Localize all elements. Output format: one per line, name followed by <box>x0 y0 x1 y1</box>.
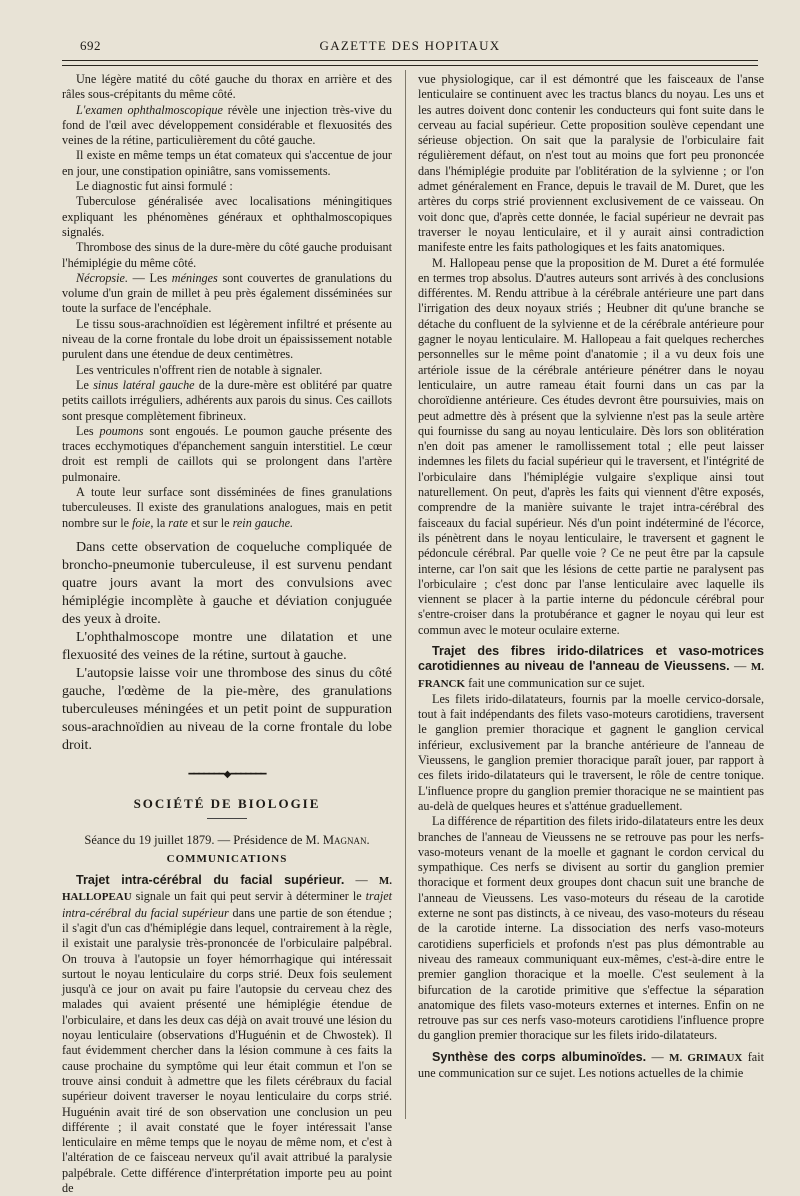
session-line: Séance du 19 juillet 1879. — Présidence de M. Magnan. <box>84 832 370 847</box>
paragraph: Les ventricules n'offrent rien de notable à signaler. <box>76 362 323 377</box>
section-heading: SOCIÉTÉ DE BIOLOGIE <box>133 796 321 812</box>
paragraph: Tuberculose généralisée avec localisations méningitiques expliquant les phénomènes généraux et ophthalmoscopiques signalés. <box>62 194 392 239</box>
commentary-paragraph: L'autopsie laisse voir une thrombose des sinus du côté gauche, l'œdème de la pie-mère, des granulations tuberculeuses méningées et un petit point de suppuration sous-arachnoïdien au niveau de la corne frontale du lobe droit. <box>62 665 392 753</box>
communication-paragraph: Trajet intra-cérébral du facial supérieur. — M. HALLOPEAU signale un fait qui peut servir à déterminer le trajet intra-cérébral du facial supérieur dans une partie de son étendue ; il s'agit d'un cas d'hémiplégie dans lequel, contrairement à la règle, il existait une paralysie très-prononcée de l'orbiculaire palpébral. On trouva à l'autopsie un foyer hémorrhagique qui intéressait surtout le noyau lenticulaire du corps strié. Deux fois seulement jusqu'à ce jour on avait pu faire l'autopsie du cerveau chez des malades qui avaient présenté une hémiplégie étendue de l'orbiculaire, et dans les deux cas déjà on avait trouvé une lésion du noyau lenticulaire (observations d'Huguénin et de Chwostek). Il faut évidemment chercher dans la lésion commune à ces faits la cause prochaine du symptôme qui leur était commun et l'on se trouve ainsi conduit à admettre que les filets cérébraux du facial supérieur doivent traverser le noyau lenticulaire du corps strié. Huguénin avait tiré de son observation une conclusion un peu différente ; il avait constaté que le foyer intéressait l'anse lenticulaire en même temps que le noyau de même nom, et c'est à l'altération de ce faisceau nerveux qu'il avait attribué la paralysie palpébrale. Cette différence d'interprétation importe peu au point de <box>62 873 392 1196</box>
ornament-divider: ━━━━━━━◆━━━━━━━ <box>188 768 266 780</box>
paragraph: Nécropsie. — Les méninges sont couvertes de granulations du volume d'un grain de millet à peu près également disséminées sur toute la surface de l'encéphale. <box>62 270 393 316</box>
column-divider <box>405 70 406 1119</box>
paragraph: Le tissu sous-arachnoïdien est légèrement infiltré et présente au niveau de la corne frontale du lobe droit un épaississement notable purulent dans une étendue de deux centimètres. <box>62 316 392 362</box>
page-header <box>62 34 758 56</box>
right-column <box>418 72 764 1119</box>
paragraph: A toute leur surface sont disséminées de fines granulations tuberculeuses. Il existe des granulations analogues, mais en petit nombre sur le foie, la rate et sur le rein gauche. <box>62 485 392 530</box>
paragraph: L'examen ophthalmoscopique révèle une injection très-vive du fond de l'œil avec développement considérable et flexuosités des veines de la rétine, particulièrement du côté gauche. <box>62 102 393 148</box>
paragraph: Les filets irido-dilatateurs, fournis par la moelle cervico-dorsale, tout à fait indépendants des filets vaso-moteurs carotidiens, traversent le ganglion premier thoracique et gagnent le ganglion cervical inférieur, exclusivement par la branche antérieure de l'anneau de Vieussens, le ganglion premier thoracique paraît jouer, par rapport à ces filets irido-dilatateurs qui le traversent, le rôle de centre tonique. L'influence propre du ganglion premier thoracique ne se maintient pas au-delà de quelques heures et s'atténue graduellement. <box>418 691 764 813</box>
left-column <box>62 72 393 1196</box>
paragraph: Les poumons sont engoués. Le poumon gauche présente des traces ecchymotiques d'épanchement sanguin interstitiel. Le cœur droit est rempli de caillots qui se prolongent dans l'artère pulmonaire. <box>62 423 392 484</box>
paragraph: Le diagnostic fut ainsi formulé : <box>76 179 233 194</box>
commentary-paragraph: L'ophthalmoscope montre une dilatation et une flexuosité des veines de la rétine, surtout à gauche. <box>62 629 392 663</box>
paragraph: M. Hallopeau pense que la proposition de M. Duret a été formulée en termes trop absolus. D'autres auteurs sont arrivés à des conclusions différentes. M. Rendu attribue à la cérébrale antérieure une part dans l'irrigation des deux noyaux striés ; Heubner dit qu'une branche se détache du confluent de la sylvienne et de la cérébrale antérieure pour gagner le noyau lenticulaire. M. Hallopeau a fait quelques recherches personnelles sur le même point d'anatomie ; il a vu deux fois une artériole issue de la cérébrale antérieure pénétrer dans le noyau lenticulaire, un autre rameau était fourni dans un cas par la choroïdienne antérieure. Ces études devront être poursuivies, mais on peut admettre dès à présent que la sylvienne n'est pas la seule artère qui fournisse du sang au noyau lenticulaire. Dès lors son oblitération n'en doit pas amener le ramollissement total ; elle peut laisser indemnes les filets du facial supérieur qui le traversent, et l'intégrité de l'orbiculaire dans l'hémiplégie vulgaire s'explique ainsi tout naturellement. On peut, d'après les faits qui viennent d'être exposés, comprendre de la manière suivante le trajet intra-cérébral des faisceaux du facial supérieur. Nés d'un point indéterminé de l'écorce, ils pénètrent dans le noyau lenticulaire, le traversent et gagnent le pédoncule cérébral. Par quelle voie ? Ce ne peut être par la capsule interne, car l'on sait que les lésions de cette partie ne paralysent pas l'orbiculaire ; c'est donc par l'anse lenticulaire avec laquelle ils viennent se placer à la partie interne du pédoncule cérébral pour s'entre-croiser dans la protubérance et gagner le noyau qui leur est commun avec le moteur oculaire externe. <box>418 255 764 637</box>
paragraph: La différence de répartition des filets irido-dilatateurs entre les deux branches de l'anneau de Vieussens ne se retrouve pas pour les nerfs-vaso-moteurs venant de la moelle et gagnant le cordon cervical du sympathique. Ces nerfs se divisent au sortir du ganglion premier thoracique et forment deux groupes dont chacun suit une branche de l'anneau de Vieussens. Les vaso-moteurs du réseau de la carotide externe ne sont pas distincts, à ce niveau, des vaso-moteurs du réseau de la carotide interne. La dissociation des nerfs vaso-moteurs carotidiens superficiels et profonds n'est pas plus démontrable au niveau des rameaux communiquant eux-mêmes, c'est-à-dire entre le premier ganglion thoracique et la moelle. C'est seulement à la bifurcation de la carotide primitive que s'effectue la séparation anatomique des filets vaso-moteurs externes et internes. Enfin on ne retrouve pas sur ces nerfs vaso-moteurs carotidiens l'influence propre du ganglion premier thoracique sur les filets irido-dilatateurs. <box>418 814 764 1043</box>
communication-paragraph: Trajet des fibres irido-dilatrices et vaso-motrices carotidiennes au niveau de l'anneau de Vieussens. — M. FRANCK fait une communication sur ce sujet. <box>418 643 764 690</box>
header-rule <box>62 60 758 66</box>
paragraph: Le sinus latéral gauche de la dure-mère est oblitéré par quatre petits caillots irréguliers, adhérents aux parois du sinus. Ces caillots sont presque complètement fibrineux. <box>62 377 393 423</box>
paragraph: Thrombose des sinus de la dure-mère du côté gauche produisant l'hémiplégie du même côté. <box>62 240 392 270</box>
page-number: 692 <box>80 38 101 53</box>
communication-paragraph: Synthèse des corps albuminoïdes. — M. GRIMAUX fait une communication sur ce sujet. Les notions actuelles de la chimie <box>418 1049 764 1080</box>
journal-title: GAZETTE DES HOPITAUX <box>319 38 501 53</box>
short-rule <box>207 818 247 819</box>
paragraph: Il existe en même temps un état comateux qui s'accentue de jour en jour, une constipation opiniâtre, sans vomissements. <box>62 148 392 178</box>
subheading-communications: COMMUNICATIONS <box>166 852 288 865</box>
commentary-paragraph: Dans cette observation de coqueluche compliquée de broncho-pneumonie tuberculeuse, il est survenu pendant quatre jours avant la mort des convulsions avec hémiplégie incomplète à gauche et déviation conjuguée des yeux à droite. <box>62 539 392 627</box>
paragraph: Une légère matité du côté gauche du thorax en arrière et des râles sous-crépitants du même côté. <box>62 72 392 102</box>
paragraph: vue physiologique, car il est démontré que les faisceaux de l'anse lenticulaire se continuent avec les tractus blancs du noyau. Les uns et les autres doivent donc contenir les conducteurs qui font suite dans le cerveau au facial supérieur. Cette proposition soulève cependant une sérieuse objection. On sait que la paralysie de l'orbiculaire fait régulièrement défaut, on n'est tout au moins que fort peu prononcée dans l'hémiplégie produite par l'oblitération de la sylvienne ; or l'on admet généralement en France, depuis le travail de M. Duret, que les artères du corps strié proviennent exclusivement de ce vaisseau. On voit donc que, d'après cette donnée, le facial supérieur ne devrait pas traverser le noyau lenticulaire, et il y aurait ainsi contradiction manifeste entre les faits pathologiques et les faits anatomiques. <box>418 72 764 255</box>
